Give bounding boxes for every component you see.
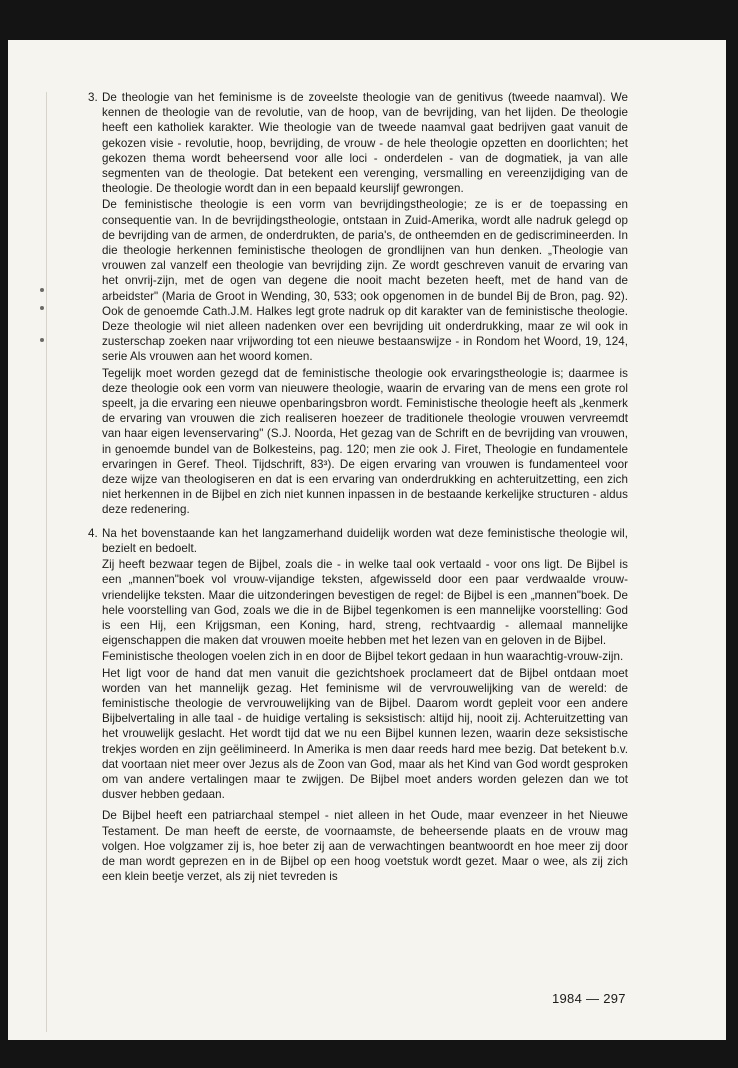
paragraph: Tegelijk moet worden gezegd dat de feministische theologie ook ervaringstheologie is; daarmee is deze theologie ook een vorm van nieuwere theologie, waarin de ervaring van de mens een grote rol speelt, ja die ervaring een nieuwe openbaringsbron wordt. Feministische theologie heeft als „kenmerk de ervaring van vrouwen die zich realiseren hoezeer de traditionele theologie vrouwen vervreemdt van haar eigen levenservaring" (S.J. Noorda, Het gezag van de Schrift en de bevrijding van vrouwen, in genoemde bundel van de Bolkesteins, pag. 120; men zie ook J. Firet, Theologie en fundamentele ervaringen in Geref. Theol. Tijdschrift, 83³). De eigen ervaring van vrouwen is fundamenteel voor deze wijze van theologiseren en dat is een ervaring van onderdrukking en achteruitzetting, een zich niet herkennen in de Bijbel en zich niet kunnen inpassen in de bestaande kerkelijke structuren - aldus deze redenering. bbox=[102, 366, 628, 517]
document-body bbox=[88, 90, 628, 884]
scan-border-left bbox=[0, 0, 8, 1068]
binding-hole-mark bbox=[40, 306, 44, 310]
page-fold-line bbox=[46, 92, 47, 1032]
page-footer-label: 1984 — 297 bbox=[552, 991, 626, 1006]
paragraph: Het ligt voor de hand dat men vanuit die gezichtshoek proclameert dat de Bijbel ontdaan moet worden van het mannelijk gezag. Het feminisme wil de vervrouwelijking van de wereld: de feministische theologie de vervrouwelijking van de Bijbel. Daarom wordt gepleit voor een andere Bijbelvertaling in alle taal - de huidige vertaling is seksistisch: altijd hij, nooit zij. Achteruitzetting van het vrouwelijk geslacht. Het wordt tijd dat we nu een Bijbel kunnen lezen, waarin deze seksistische trekjes worden en zijn geëlimineerd. In Amerika is men daar reeds hard mee bezig. Dat betekent b.v. dat voortaan niet meer over Jezus als de Zoon van God, maar als het Kind van God wordt gesproken om van andere vertalingen maar te zwijgen. De Bijbel moet anders worden gelezen dan we tot dusver hebben gedaan. bbox=[102, 666, 628, 802]
binding-hole-mark bbox=[40, 338, 44, 342]
paragraph: Feministische theologen voelen zich in en door de Bijbel tekort gedaan in hun waarachtig-vrouw-zijn. bbox=[102, 650, 624, 664]
scan-border-right bbox=[726, 0, 738, 1068]
section-number: 3. bbox=[88, 91, 98, 104]
paragraph: De Bijbel heeft een patriarchaal stempel - niet alleen in het Oude, maar evenzeer in het Nieuwe Testament. De man heeft de eerste, de voornaamste, de beheersende plaats en de vrouw mag volgen. Hoe volgzamer zij is, hoe beter zij aan de verwachtingen beantwoordt en hoe meer zij door de man wordt geprezen en in de Bijbel op een hoog voetstuk wordt gezet. Maar o wee, als zij zich een klein beetje verzet, als zij niet tevreden is bbox=[102, 809, 628, 884]
binding-hole-mark bbox=[40, 288, 44, 292]
paragraph: De feministische theologie is een vorm van bevrijdingstheologie; ze is er de toepassing en consequentie van. In de bevrijdingstheologie, ontstaan in Zuid-Amerika, wordt alle nadruk gelegd op de bevrijding van de armen, de onderdrukten, de paria's, de ontheemden en de gediscrimineerden. In die theologie herkennen feministische theologen de grondlijnen van hun denken. „Theologie van vrouwen zal vanzelf een theologie van bevrijding zijn. Ze wordt geschreven vanuit de ervaring van het onvrij-zijn, met de ogen van degene die nooit macht bezeten heeft, met de hand van de arbeidster" (Maria de Groot in Wending, 30, 533; ook opgenomen in de bundel Bij de Bron, pag. 92). Ook de genoemde Cath.J.M. Halkes legt grote nadruk op dit karakter van de feministische theologie. Deze theologie wil niet alleen nadenken over een bevrijding uit onderdrukking, maar ze wil ook in zusterschap zoeken naar vrijwording tot een nieuwe bestaanswijze - in Rondom het Woord, 19, 124, serie Als vrouwen aan het woord komen. bbox=[102, 198, 628, 364]
paragraph: Zij heeft bezwaar tegen de Bijbel, zoals die - in welke taal ook vertaald - voor ons ligt. De Bijbel is een „mannen"boek vol vrouw-vijandige teksten, afgewisseld door een paar verdwaalde vrouw-vriendelijke teksten. Maar die uitzonderingen bevestigen de regel: de Bijbel is een „mannen"boek. De hele voorstelling van God, zoals we die in de Bijbel tegenkomen is een mannelijke voorstelling: God is een Hij, een Krijgsman, een Koning, hard, streng, rechtvaardig - allemaal mannelijke eigenschappen die maken dat vrouwen moeite hebben met het lezen van en geloven in de Bijbel. bbox=[102, 558, 628, 648]
scan-border-top bbox=[0, 0, 738, 40]
scan-border-bottom bbox=[0, 1040, 738, 1068]
paragraph: De theologie van het feminisme is de zoveelste theologie van de genitivus (tweede naamval). We kennen de theologie van de revolutie, van de hoop, van de bevrijding, van het lijden. De theologie heeft een katholiek karakter. Wie theologie van de tweede naamval gaat bedrijven gaat vanuit de gekozen visie - revolutie, hoop, bevrijding, de vrouw - de hele theologie opzetten en doorlichten; het gekozen thema wordt beheersend voor alle loci - onderdelen - van de dogmatiek, ja van alle segmenten van de theologie. Dat betekent een verenging, versmalling en vereenzijdiging van de theologie. De theologie wordt dan in een bepaald keurslijf gewrongen. bbox=[102, 91, 628, 196]
section-number: 4. bbox=[88, 526, 98, 540]
numbered-section-4 bbox=[88, 526, 628, 885]
paragraph: Na het bovenstaande kan het langzamerhand duidelijk worden wat deze feministische theologie wil, bezielt en bedoelt. bbox=[102, 526, 628, 555]
numbered-section-3 bbox=[88, 90, 628, 518]
